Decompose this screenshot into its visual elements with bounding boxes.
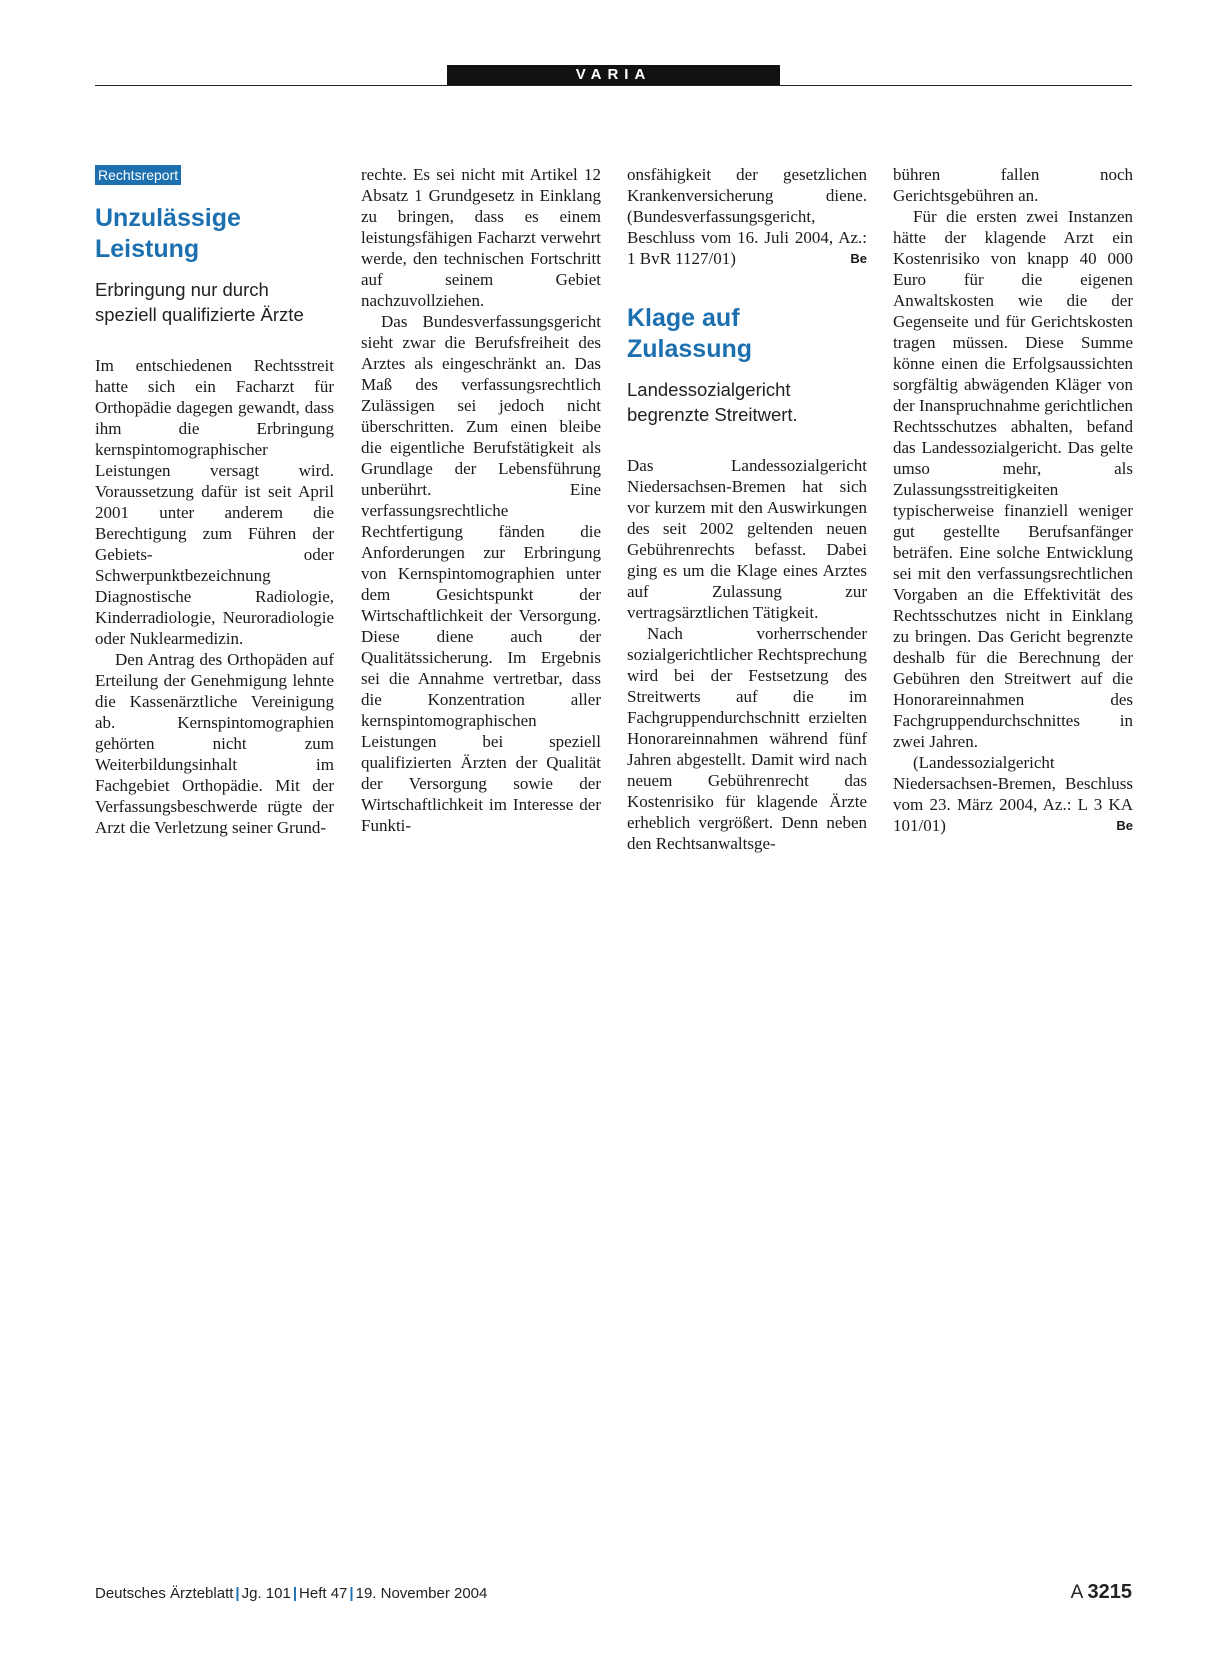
- article-2-paragraph: Das Landessozialgericht Niedersachsen-Bremen hat sich vor kurzem mit den Auswirkungen des seit 2002 geltenden neuen Gebührenrechts befasst. Dabei ging es um die Klage eines Arztes auf Zulassung zur vertragsärztlichen Tätigkeit.: [627, 456, 867, 622]
- page-footer: Deutsches Ärzteblatt | Jg. 101 | Heft 47 | 19. November 2004 A 3215: [95, 1581, 1132, 1603]
- page-number: A 3215: [1070, 1581, 1132, 1603]
- author-signature: Be: [1116, 818, 1133, 833]
- article-1-subtitle: Erbringung nur durch speziell qualifizierte Ärzte: [95, 279, 304, 325]
- article-1-paragraph: rechte. Es sei nicht mit Artikel 12 Absatz 1 Grundgesetz in Einklang zu bringen, dass es einem leistungsfähigen Facharzt verwehrt werde, den technischen Fortschritt auf seinem Gebiet nachzuvollziehen.: [361, 165, 601, 310]
- article-2-paragraph: bühren fallen noch Gerichtsgebühren an.: [893, 165, 1133, 205]
- column-2: [361, 164, 601, 836]
- section-label: VARIA: [447, 65, 780, 85]
- article-2-paragraph: (Landessozialgericht Niedersachsen-Bremen, Beschluss vom 23. März 2004, Az.: L 3 KA 101/01) Be: [893, 753, 1133, 835]
- article-2-subtitle: Landessozialgericht begrenzte Streitwert.: [627, 379, 798, 425]
- article-2-title: Klage auf Zulassung: [627, 304, 753, 363]
- article-1-paragraph: Den Antrag des Orthopäden auf Erteilung der Genehmigung lehnte die Kassenärztliche Vereinigung ab. Kernspintomographien gehörten nicht zum Weiterbildungsinhalt im Fachgebiet Orthopädie. Mit der Verfassungsbeschwerde rügte der Arzt die Verletzung seiner Grund-: [95, 650, 334, 837]
- article-1-paragraph: Das Bundesverfassungsgericht sieht zwar die Berufsfreiheit des Arztes als eingeschränkt an. Das Maß des verfassungsrechtlich Zulässigen sei jedoch nicht überschritten. Zum einen bleibe die eigentliche Berufstätigkeit als Grundlage der Lebensführung unberührt. Eine verfassungsrechtliche Rechtfertigung fänden die Anforderungen zur Erbringung von Kernspintomographien unter dem Gesichtspunkt der Wirtschaftlichkeit der Versorgung. Diese diene auch der Qualitätssicherung. Im Ergebnis sei die Annahme vertretbar, dass die Konzentration aller kernspintomographischen Leistungen bei speziell qualifizierten Ärzten der Qualität der Versorgung sowie der Wirtschaftlichkeit im Interesse der Funkti-: [361, 312, 601, 835]
- column-4: [893, 164, 1133, 836]
- article-1-paragraph: Im entschiedenen Rechtsstreit hatte sich ein Facharzt für Orthopädie dagegen gewandt, dass ihm die Erbringung kernspintomographischer Leistungen versagt wird. Voraussetzung dafür ist seit April 2001 unter anderem die Berechtigung zum Führen der Gebiets- oder Schwerpunktbezeichnung Diagnostische Radiologie, Kinderradiologie, Neuroradiologie oder Nuklearmedizin.: [95, 356, 334, 648]
- author-signature: Be: [850, 251, 867, 266]
- article-2-paragraph: Nach vorherrschender sozialgerichtlicher Rechtsprechung wird bei der Festsetzung des Streitwerts auf die im Fachgruppendurchschnitt erzielten Honorareinnahmen während fünf Jahren abgestellt. Damit wird nach neuem Gebührenrecht das Kostenrisiko für klagende Ärzte erheblich vergrößert. Denn neben den Rechtsanwaltsge-: [627, 624, 867, 853]
- header-rule: [95, 85, 1132, 86]
- issue-date: 19. November 2004: [355, 1585, 488, 1602]
- journal-name: Deutsches Ärzteblatt: [95, 1585, 234, 1602]
- rubric-badge: Rechtsreport: [95, 165, 181, 185]
- article-1-title: Unzulässige Leistung: [95, 204, 241, 263]
- article-2-paragraph: Für die ersten zwei Instanzen hätte der klagende Arzt ein Kostenrisiko von knapp 40 000 Euro für die eigenen Anwaltskosten wie die der Gegenseite und für Gerichtskosten tragen müssen. Diese Summe könne einen die Erfolgsaussichten sorgfältig abwägenden Kläger von der Inanspruchnahme gerichtlichen Rechtsschutzes abhalten, befand das Landessozialgericht. Das gelte umso mehr, als Zulassungsstreitigkeiten typischerweise finanziell weniger gut gestellte Berufsanfänger beträfen. Eine solche Entwicklung sei mit den verfassungsrechtlichen Vorgaben an die Effektivität des Rechtsschutzes nicht in Einklang zu bringen. Das Gericht begrenzte deshalb für die Berechnung der Gebühren den Streitwert auf die Honorareinnahmen des Fachgruppendurchschnittes in zwei Jahren.: [893, 207, 1133, 751]
- issue: Heft 47: [299, 1585, 348, 1602]
- volume: Jg. 101: [241, 1585, 291, 1602]
- column-3: [627, 164, 867, 854]
- column-1: [95, 164, 334, 838]
- article-1-paragraph: onsfähigkeit der gesetzlichen Krankenversicherung diene. (Bundesverfassungsgericht, Beschluss vom 16. Juli 2004, Az.: 1 BvR 1127/01) Be: [627, 165, 867, 268]
